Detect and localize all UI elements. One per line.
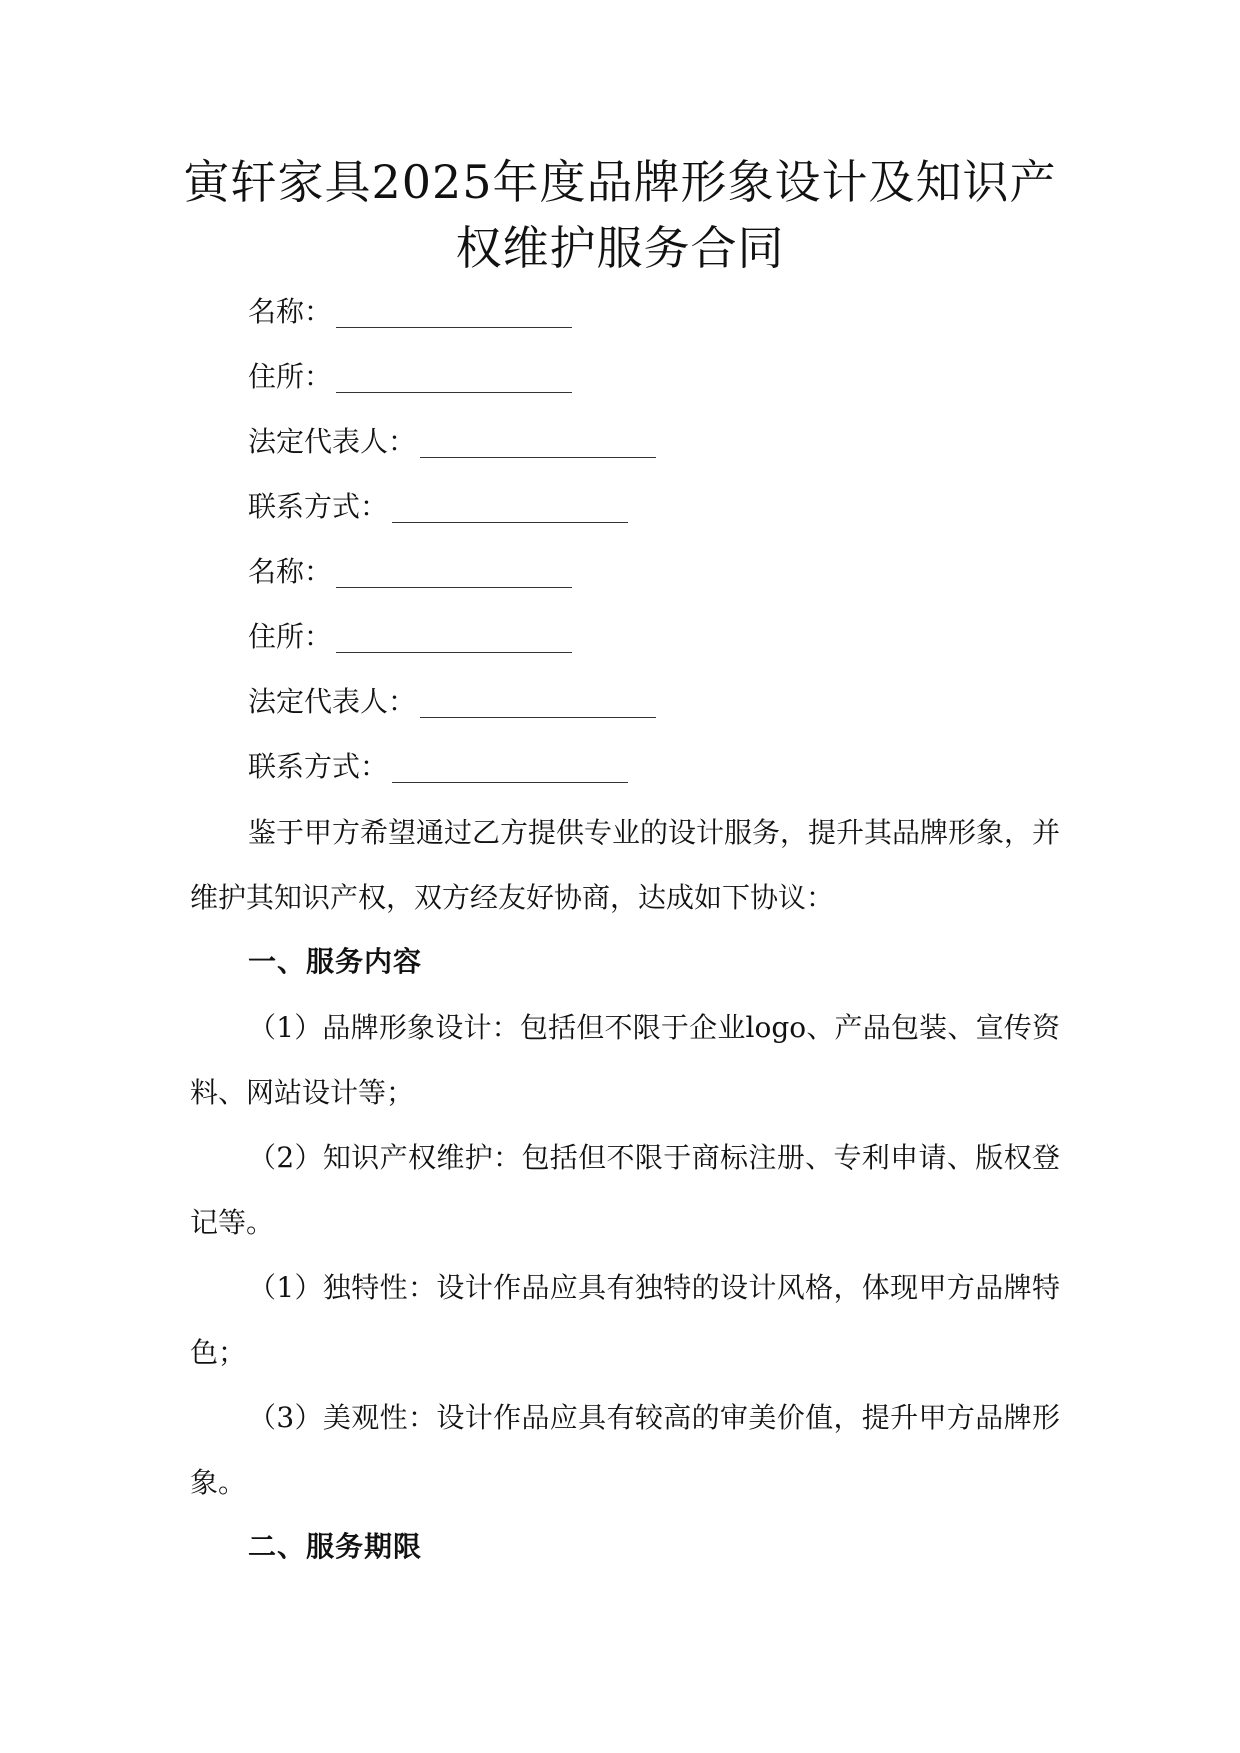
field-label: 联系方式：: [248, 750, 389, 783]
field-label: 法定代表人：: [248, 425, 417, 458]
requirement-item-aesthetics: （3）美观性：设计作品应具有较高的审美价值，提升甲方品牌形象。: [190, 1401, 1060, 1499]
fill-in-blank[interactable]: [392, 494, 628, 523]
document-title-line-2: 权维护服务合同: [455, 221, 785, 275]
fill-in-blank[interactable]: [420, 689, 656, 718]
fill-in-blank[interactable]: [420, 429, 656, 458]
fill-in-blank[interactable]: [336, 364, 572, 393]
party-a-name-field: [248, 292, 572, 332]
party-a-contact-field: [248, 487, 628, 527]
party-b-legal-rep-field: [248, 682, 656, 722]
field-label: 联系方式：: [248, 490, 389, 523]
section-2-heading: 二、服务期限: [248, 1530, 423, 1563]
party-a-address-field: [248, 357, 572, 397]
service-item-brand-design: （1）品牌形象设计：包括但不限于企业logo、产品包装、宣传资料、网站设计等；: [190, 1011, 1060, 1109]
document-title-line-1: 寅轩家具2025年度品牌形象设计及知识产: [183, 155, 1057, 209]
fill-in-blank[interactable]: [336, 559, 572, 588]
service-item-ip-maintenance: （2）知识产权维护：包括但不限于商标注册、专利申请、版权登记等。: [190, 1141, 1060, 1239]
fill-in-blank[interactable]: [392, 754, 628, 783]
party-a-legal-rep-field: [248, 422, 656, 462]
field-label: 住所：: [248, 620, 333, 653]
party-b-contact-field: [248, 747, 628, 787]
field-label: 名称：: [248, 555, 333, 588]
preamble-paragraph: 鉴于甲方希望通过乙方提供专业的设计服务，提升其品牌形象，并维护其知识产权，双方经友好协商，达成如下协议：: [190, 816, 1061, 914]
party-b-name-field: [248, 552, 572, 592]
fill-in-blank[interactable]: [336, 299, 572, 328]
field-label: 法定代表人：: [248, 685, 417, 718]
field-label: 住所：: [248, 360, 333, 393]
requirement-item-uniqueness: （1）独特性：设计作品应具有独特的设计风格，体现甲方品牌特色；: [190, 1271, 1060, 1369]
section-1-heading: 一、服务内容: [248, 945, 423, 978]
party-b-address-field: [248, 617, 572, 657]
field-label: 名称：: [248, 295, 333, 328]
fill-in-blank[interactable]: [336, 624, 572, 653]
